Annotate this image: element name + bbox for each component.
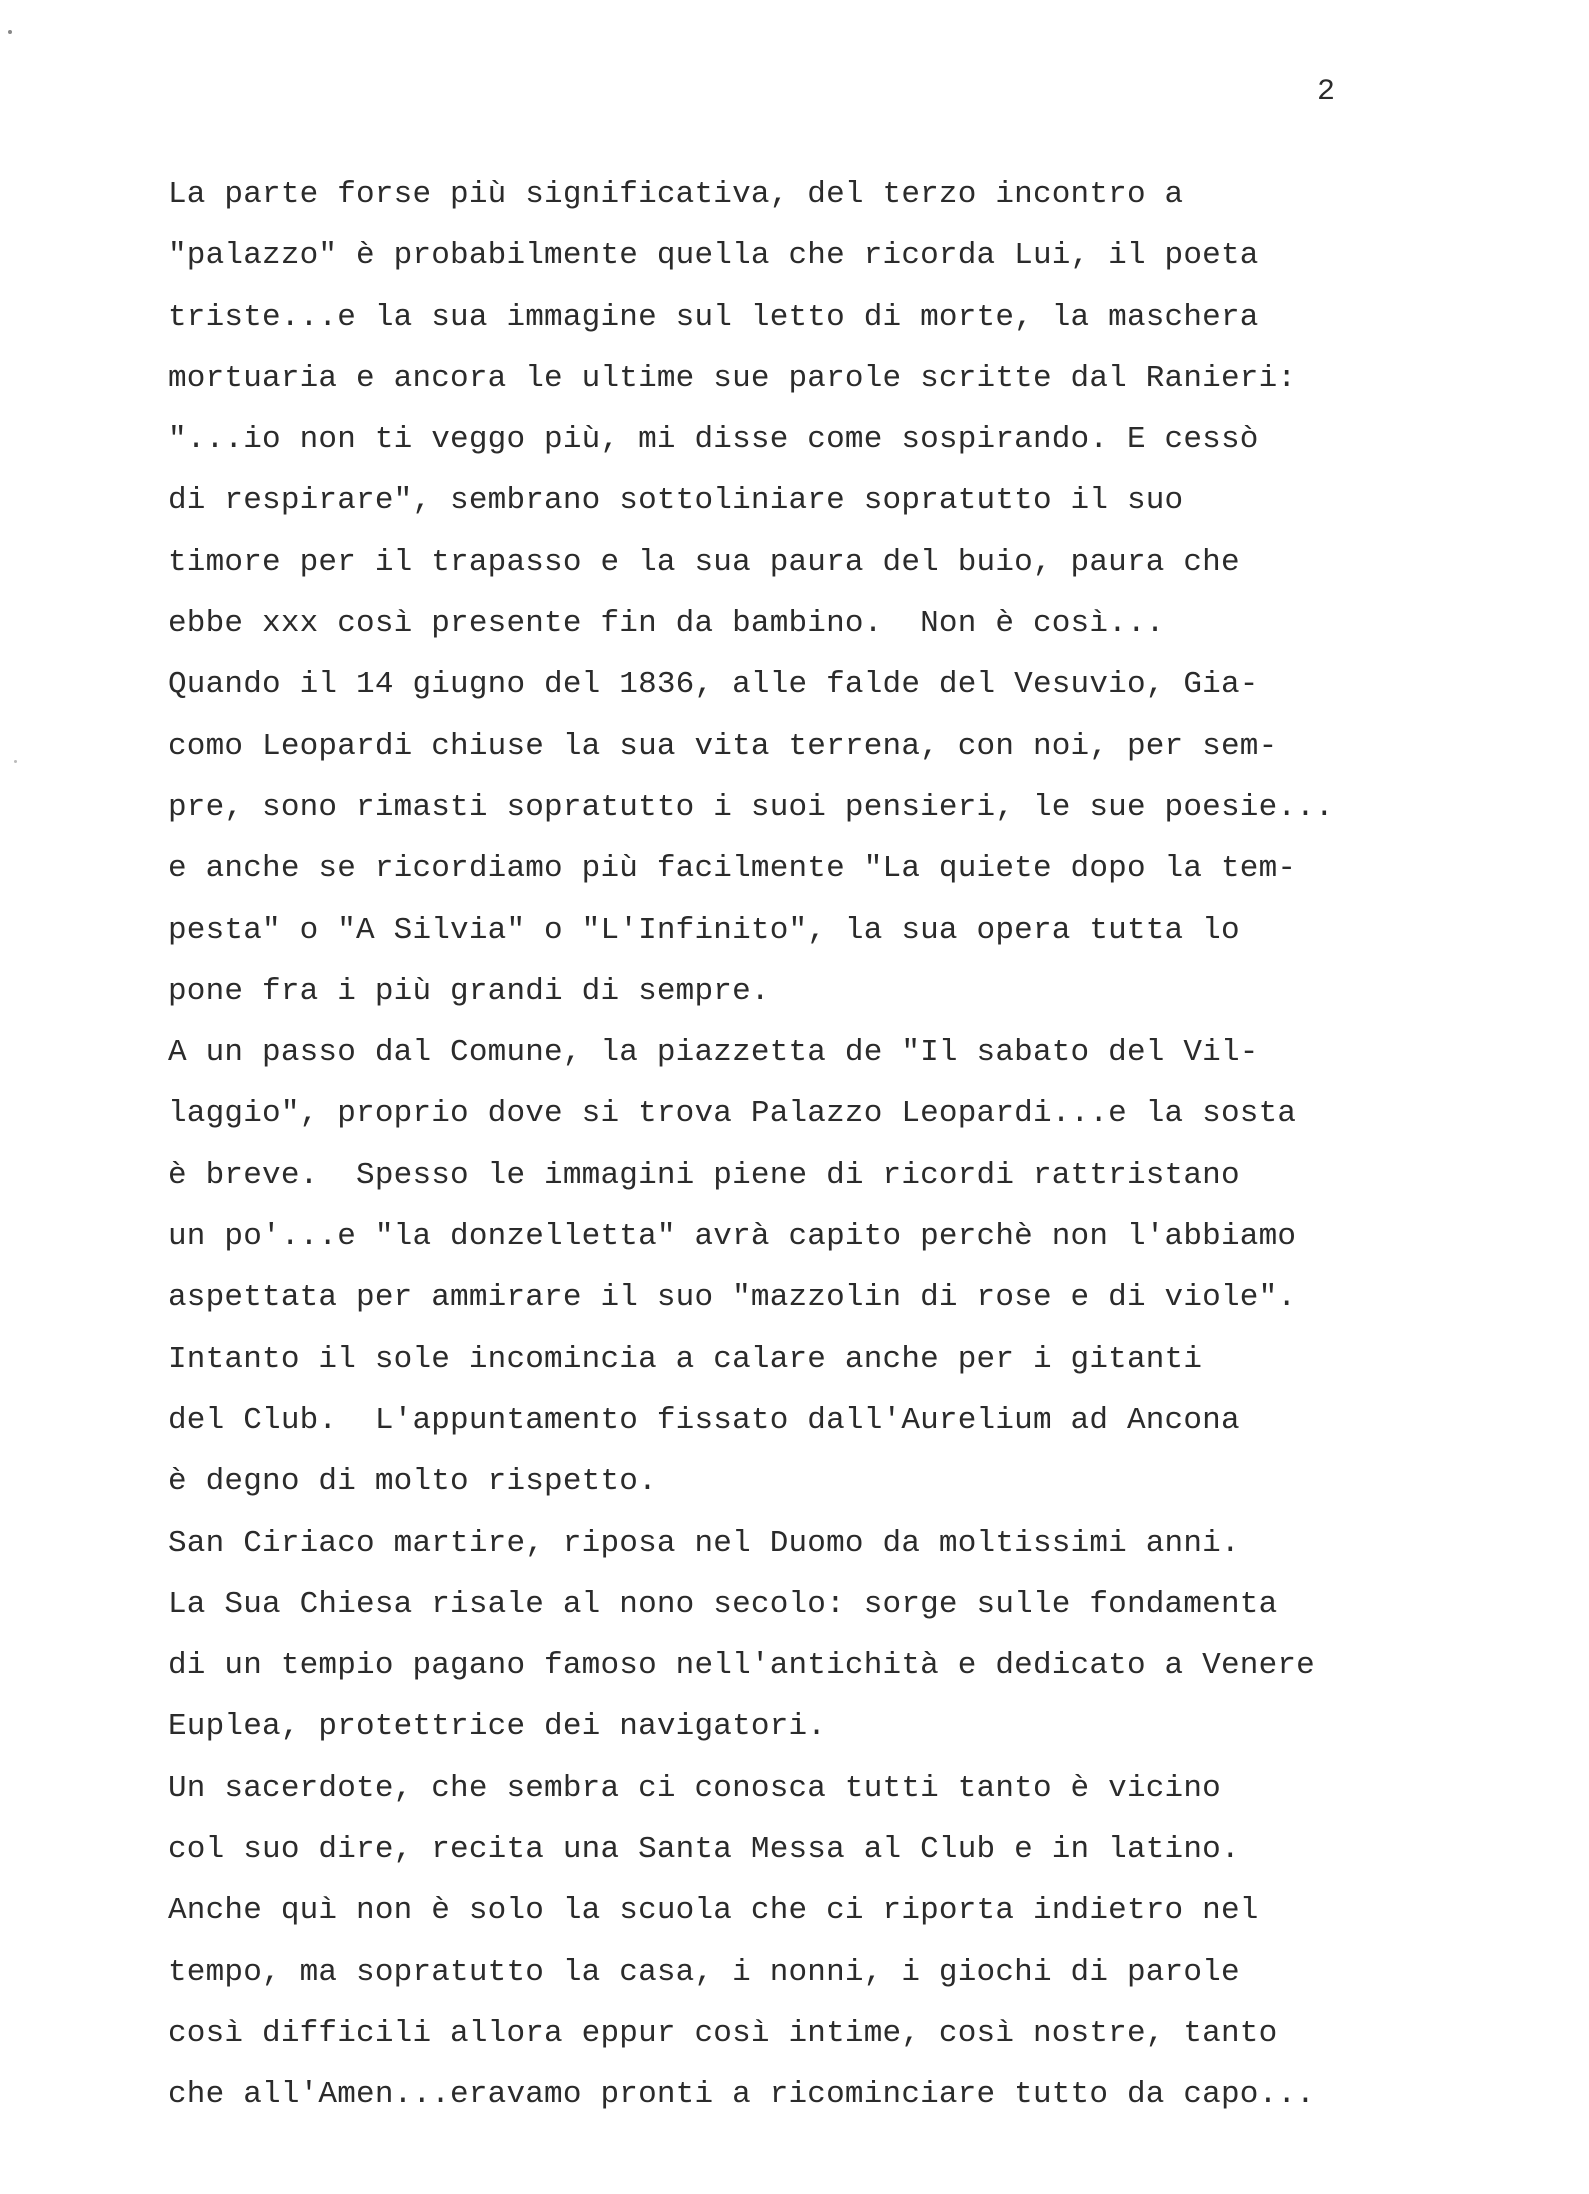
paper-speck bbox=[8, 30, 12, 34]
text-line: ebbe xxx così presente fin da bambino. Non è così... bbox=[168, 606, 1165, 642]
text-line: La parte forse più significativa, del terzo incontro a bbox=[168, 177, 1184, 212]
text-line: como Leopardi chiuse la sua vita terrena, con noi, per sem- bbox=[168, 728, 1278, 764]
text-line: che all'Amen...eravamo pronti a ricominciare tutto da capo... bbox=[168, 2077, 1315, 2113]
text-line: pone fra i più grandi di sempre. bbox=[168, 973, 770, 1009]
text-line: e anche se ricordiamo più facilmente "La quiete dopo la tem- bbox=[168, 851, 1297, 887]
text-line: Un sacerdote, che sembra ci conosca tutti tanto è vicino bbox=[168, 1770, 1221, 1806]
text-line: pre, sono rimasti sopratutto i suoi pensieri, le sue poesie... bbox=[168, 789, 1334, 825]
text-line: del Club. L'appuntamento fissato dall'Aurelium ad Ancona bbox=[168, 1402, 1240, 1438]
text-line: La Sua Chiesa risale al nono secolo: sorge sulle fondamenta bbox=[168, 1586, 1278, 1622]
text-line: mortuaria e ancora le ultime sue parole scritte dal Ranieri: bbox=[168, 360, 1297, 396]
text-line: Anche quì non è solo la scuola che ci riporta indietro nel bbox=[168, 1893, 1259, 1929]
text-line: di un tempio pagano famoso nell'antichità e dedicato a Venere bbox=[168, 1648, 1315, 1684]
text-line: triste...e la sua immagine sul letto di morte, la maschera bbox=[168, 299, 1259, 335]
text-line: laggio", proprio dove si trova Palazzo Leopardi...e la sosta bbox=[168, 1096, 1297, 1132]
text-line: Quando il 14 giugno del 1836, alle falde del Vesuvio, Gia- bbox=[168, 667, 1259, 703]
text-line: pesta" o "A Silvia" o "L'Infinito", la sua opera tutta lo bbox=[168, 912, 1240, 948]
text-line: tempo, ma sopratutto la casa, i nonni, i giochi di parole bbox=[168, 1954, 1240, 1990]
paper-speck bbox=[14, 760, 17, 763]
text-line: col suo dire, recita una Santa Messa al Club e in latino. bbox=[168, 1832, 1240, 1868]
text-line: "...io non ti veggo più, mi disse come sospirando. E cessò bbox=[168, 422, 1259, 458]
text-line: aspettata per ammirare il suo "mazzolin di rose e di viole". bbox=[168, 1280, 1297, 1316]
text-line: è degno di molto rispetto. bbox=[168, 1464, 657, 1500]
text-line: timore per il trapasso e la sua paura del buio, paura che bbox=[168, 544, 1240, 580]
text-line: un po'...e "la donzelletta" avrà capito perchè non l'abbiamo bbox=[168, 1219, 1297, 1255]
text-line: così difficili allora eppur così intime, così nostre, tanto bbox=[168, 2015, 1278, 2051]
text-line: A un passo dal Comune, la piazzetta de "Il sabato del Vil- bbox=[168, 1035, 1259, 1071]
text-line: Euplea, protettrice dei navigatori. bbox=[168, 1709, 827, 1745]
text-line: "palazzo" è probabilmente quella che ricorda Lui, il poeta bbox=[168, 238, 1259, 274]
body-text bbox=[168, 164, 1468, 2126]
page-number: 2 bbox=[1316, 75, 1335, 109]
text-line: Intanto il sole incomincia a calare anche per i gitanti bbox=[168, 1341, 1203, 1377]
text-line: San Ciriaco martire, riposa nel Duomo da moltissimi anni. bbox=[168, 1525, 1240, 1561]
text-line: di respirare", sembrano sottoliniare sopratutto il suo bbox=[168, 483, 1184, 519]
text-line: è breve. Spesso le immagini piene di ricordi rattristano bbox=[168, 1157, 1240, 1193]
